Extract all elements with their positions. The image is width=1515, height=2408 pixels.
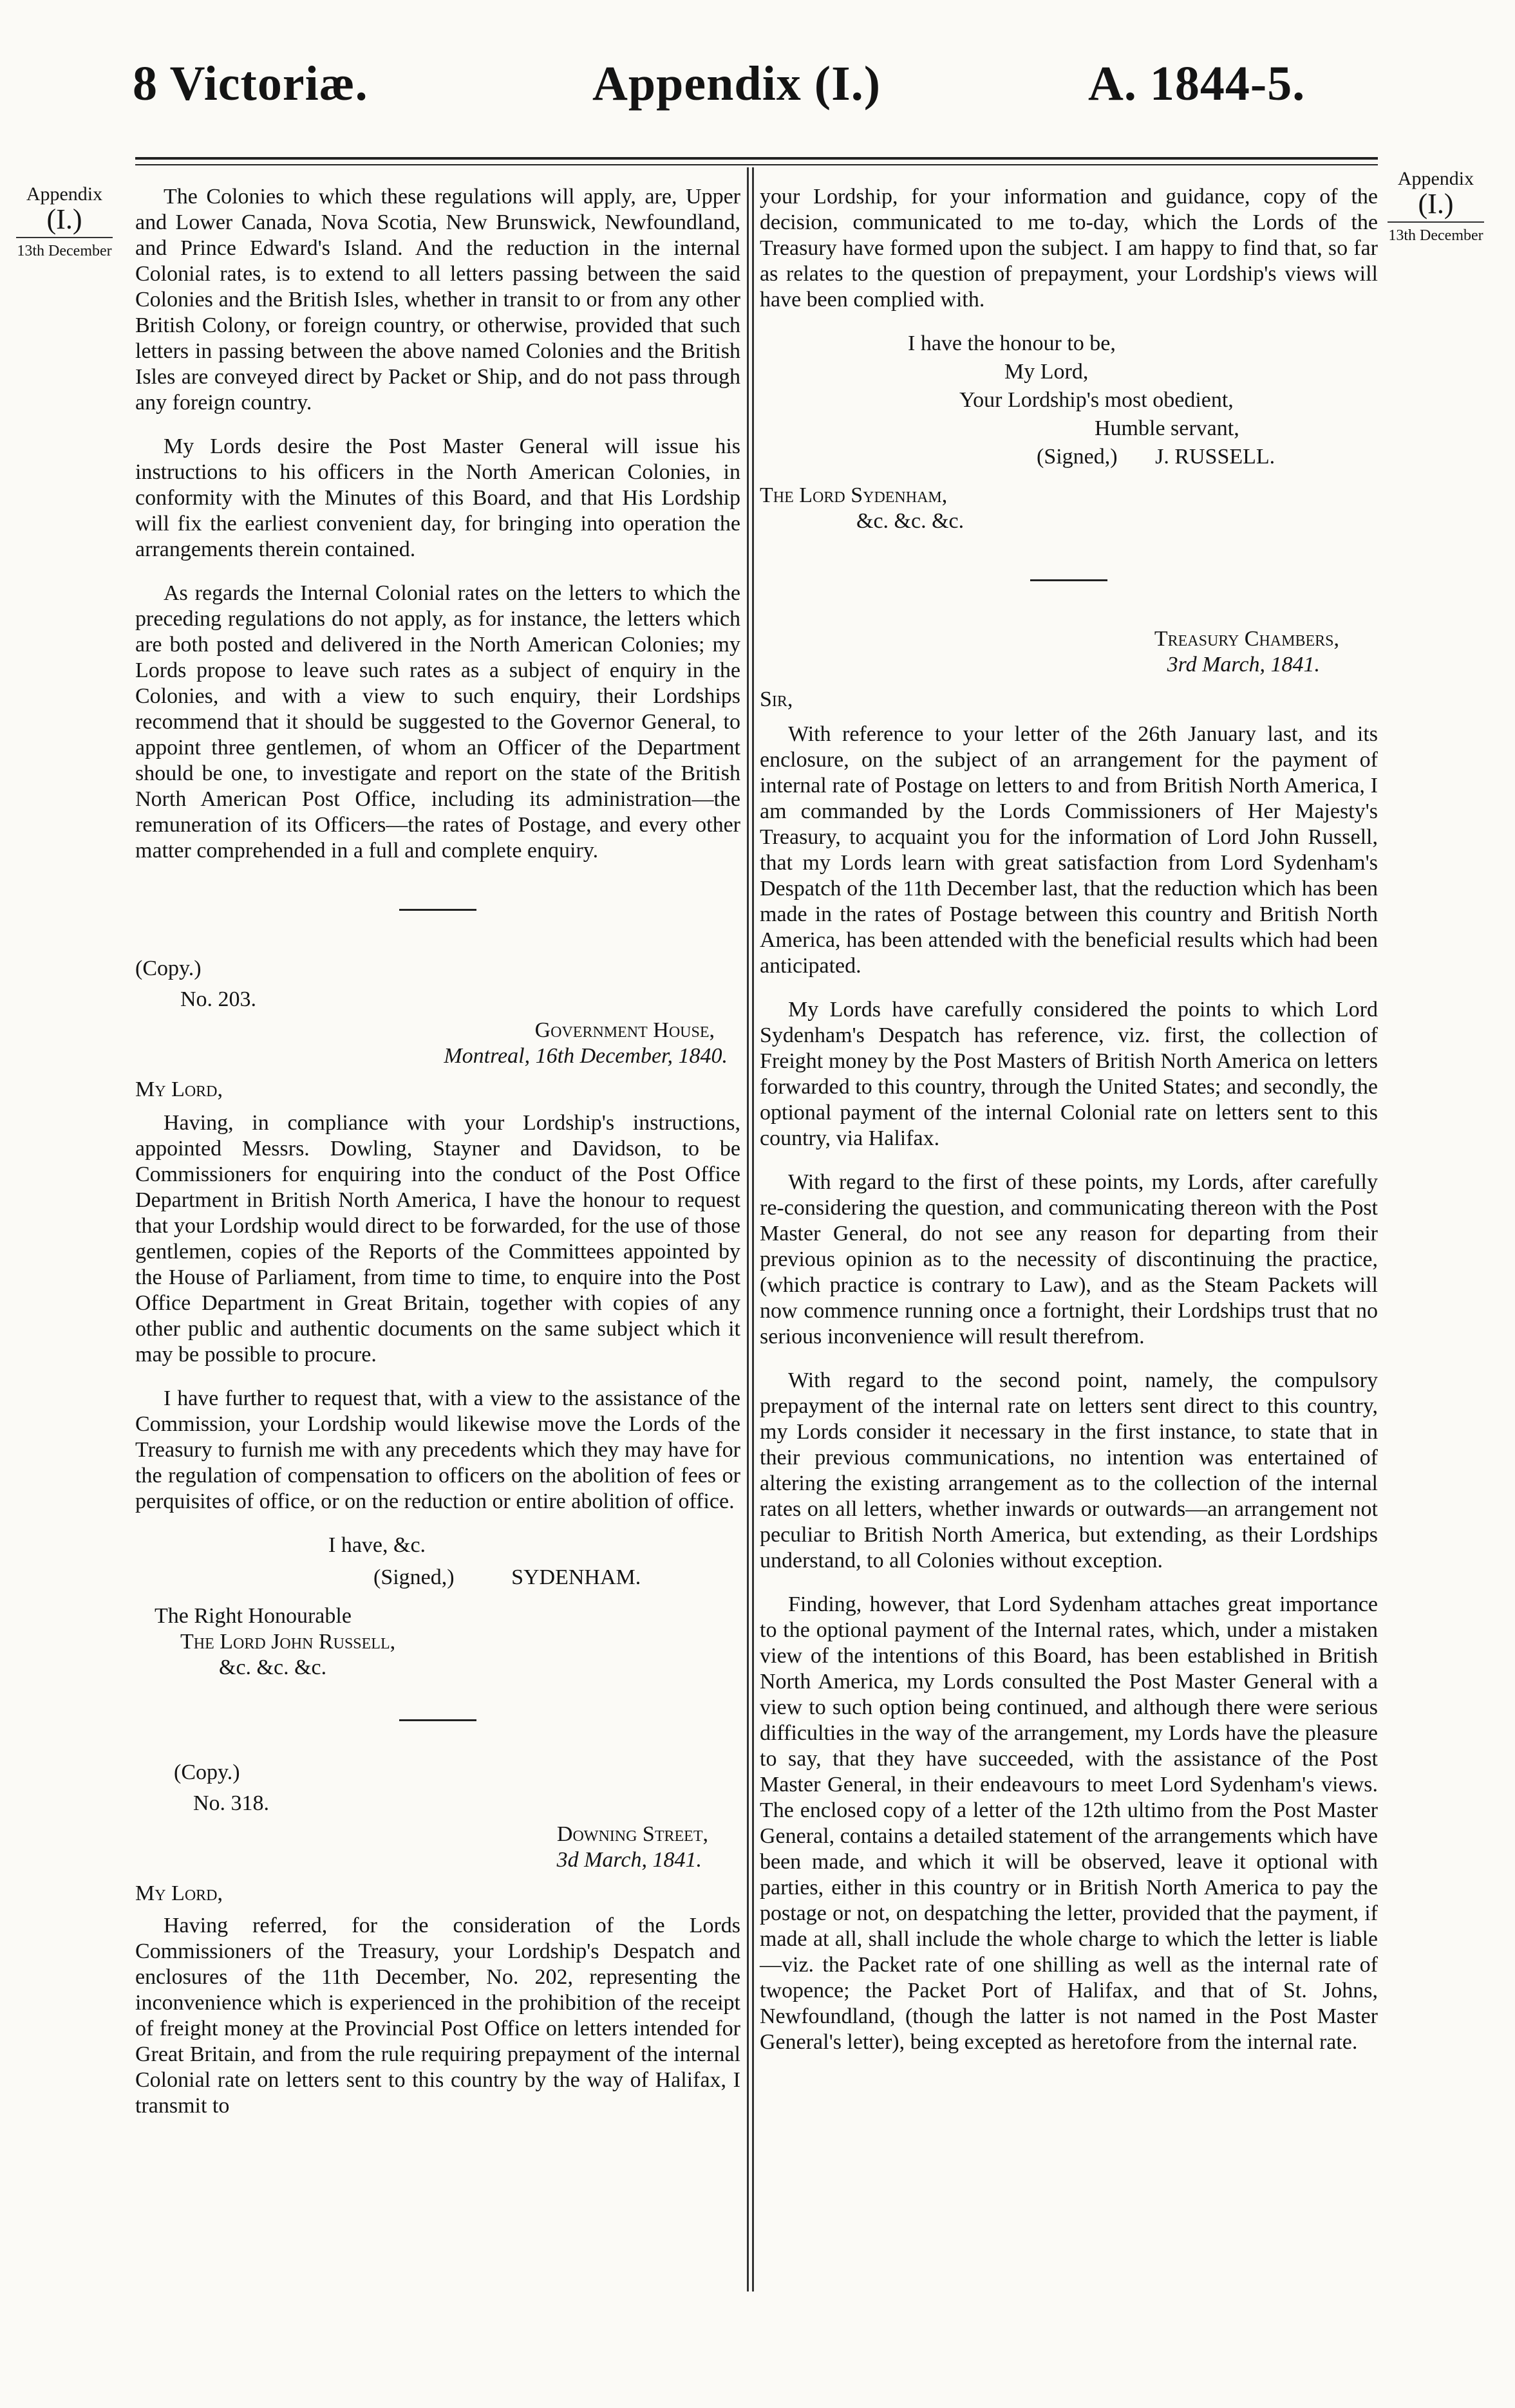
paragraph: With regard to the first of these points, my Lords, after carefully re-considering the question, and communicating thereon with the Post Master General, do not see any reason for departing from their previous opinion as to the necessity of discontinuing the practice, (which practice is contrary to Law), and as the Steam Packets will now commence running once a fortnight, their Lordships trust that no serious inconvenience will result therefrom. [760, 1170, 1378, 1349]
paragraph: With reference to your letter of the 26th January last, and its enclosure, on the subject of an arrangement for the payment of internal rate of Postage on letters to and from British North America, I am commanded by the Lords Commissioners of Her Majesty's Treasury, to acquaint you for the information of Lord John Russell, that my Lords learn with great satisfaction from Lord Sydenham's Despatch of the 11th December last, that the reduction which has been made in the rates of Postage between this country and British North America, has been attended with the beneficial results which had been anticipated. [760, 722, 1378, 978]
paragraph: Having referred, for the consideration of the Lords Commissioners of the Treasury, your Lordship's Despatch and enclosures of the 11th December, No. 202, representing the inconvenience which is experienced in the prohibition of the receipt of freight money at the Provincial Post Office on letters intended for Great Britain, and from the rule requiring prepayment of the internal Colonial rate on letters sent to this country by the way of Halifax, I transmit to [135, 1914, 740, 2118]
left-margin-note [6, 184, 122, 259]
salutation: My Lord, [135, 1078, 223, 1101]
right-margin-note [1371, 169, 1500, 244]
margin-appendix-number: (I.) [1418, 187, 1454, 219]
addressee-name: The Lord John Russell, [180, 1630, 396, 1654]
closing: I have the honour to be, [908, 331, 1116, 355]
signed-label: (Signed,) [1037, 445, 1118, 469]
right-column [760, 184, 1378, 2073]
copy-label: (Copy.) [135, 957, 202, 980]
letter-date: 3rd March, 1841. [1167, 653, 1320, 677]
paragraph: Having, in compliance with your Lordship's instructions, appointed Messrs. Dowling, Stayner and Davidson, to be Commissioners for enquiring into the conduct of the Post Office Department in British North America, I have the honour to request that your Lordship would direct to be forwarded, for the use of those gentlemen, copies of the Reports of the Committees appointed by the House of Parliament, from time to time, to enquire into the Post Office Department in Great Britain, together with copies of any other public and authentic documents on the same subject which it may be possible to procure. [135, 1111, 740, 1367]
copy-label: (Copy.) [174, 1760, 240, 1784]
column-divider-inner [752, 167, 754, 2291]
margin-appendix-label: Appendix [26, 183, 103, 205]
section-separator [1030, 579, 1107, 581]
margin-date: 13th December [17, 242, 112, 259]
margin-appendix-label: Appendix [1397, 168, 1474, 189]
salutation: Sir, [760, 687, 793, 711]
signature-line [135, 1565, 740, 1591]
appendix-title: Appendix (I.) [592, 57, 881, 111]
column-divider [747, 167, 749, 2291]
closing: I have, &c. [328, 1533, 426, 1557]
closing: My Lord, [1004, 360, 1089, 384]
signed-label: (Signed,) [373, 1565, 455, 1589]
letter-date: 3d March, 1841. [556, 1848, 702, 1872]
letter-place: Treasury Chambers, [1154, 627, 1339, 651]
letter-date: Montreal, 16th December, 1840. [444, 1044, 728, 1068]
closing: Your Lordship's most obedient, [959, 388, 1234, 412]
paragraph: As regards the Internal Colonial rates on the letters to which the preceding regulations do not apply, as for instance, the letters which are both posted and delivered in the North American Colonies; my Lords propose to leave such rates as a subject of enquiry in the Colonies, and with a view to such enquiry, their Lordships recommend that it should be suggested to the Governor General, to appoint three gentlemen, of whom an Officer of the Department should be one, to investigate and report on the state of the British North American Post Office, including its administration—the remuneration of its Officers—the rates of Postage, and every other matter comprehended in a full and complete enquiry. [135, 581, 740, 863]
paragraph: your Lordship, for your information and guidance, copy of the decision, communicated to me to-day, which the Lords of the Treasury have formed upon the subject. I am happy to find that, so far as relates to the question of prepayment, your Lordship's views will have been complied with. [760, 185, 1378, 312]
section-separator [399, 909, 476, 911]
despatch-number: No. 318. [193, 1791, 270, 1815]
addressee-name: The Lord Sydenham, [760, 483, 948, 507]
left-column [135, 184, 740, 2137]
letter-place: Downing Street, [556, 1822, 708, 1846]
paragraph: With regard to the second point, namely, the compulsory prepayment of the internal rate on letters sent direct to this country, my Lords consider it necessary in the first instance, to state that in their previous communications, no intention was entertained of altering the existing arrangement as to the collection of the internal rates on all letters, whether inwards or outwards—an arrangement not peculiar to British North America, but extending, as their Lordships understand, to all Colonies without exception. [760, 1368, 1378, 1573]
signature-line [760, 444, 1378, 470]
margin-appendix-number: (I.) [46, 203, 82, 235]
header-rule-thick [135, 157, 1378, 160]
year-title: A. 1844-5. [1088, 57, 1306, 111]
section-separator [399, 1719, 476, 1721]
signer-name: J. RUSSELL. [1155, 445, 1275, 469]
signer-name: SYDENHAM. [511, 1565, 641, 1589]
paragraph: My Lords desire the Post Master General will issue his instructions to his officers in the North American Colonies, in conformity with the Minutes of this Board, and that His Lordship will fix the earliest convenient day, for bringing into operation the arrangements therein contained. [135, 434, 740, 561]
header-rule-thin [135, 164, 1378, 165]
addressee-etc: &c. &c. &c. [856, 509, 965, 533]
paragraph: My Lords have carefully considered the points to which Lord Sydenham's Despatch has reference, viz. first, the collection of Freight money by the Post Masters of British North America on letters forwarded to this country, through the United States; and secondly, the optional payment of the internal Colonial rate on letters sent to this country, via Halifax. [760, 998, 1378, 1150]
letter-place: Government House, [534, 1018, 715, 1042]
addressee-etc: &c. &c. &c. [219, 1656, 327, 1679]
page-header [0, 59, 1515, 136]
margin-date: 13th December [1388, 227, 1483, 244]
paragraph: The Colonies to which these regulations will apply, are, Upper and Lower Canada, Nova Scotia, New Brunswick, Newfoundland, and Prince Edward's Island. And the reduction in the internal Colonial rates, is to extend to all letters passing between the said Colonies and the British Isles, whether in transit to or from any other British Colony, or foreign country, or otherwise, provided that such letters in passing between the above named Colonies and the British Isles are conveyed direct by Packet or Ship, and do not pass through any foreign country. [135, 185, 740, 415]
addressee-line: The Right Honourable [155, 1604, 352, 1628]
session-title: 8 Victoriæ. [133, 57, 368, 111]
despatch-number: No. 203. [180, 987, 257, 1011]
closing: Humble servant, [1095, 416, 1239, 440]
salutation: My Lord, [135, 1881, 223, 1905]
paragraph: Finding, however, that Lord Sydenham attaches great importance to the optional payment of the Internal rates, which, under a mistaken view of the intentions of this Board, has been established in British North America, my Lords consulted the Post Master General with a view to such option being continued, and although there were serious difficulties in the way of the arrangement, my Lords have the pleasure to say, that they have succeeded, with the assistance of the Post Master General, in their endeavours to meet Lord Sydenham's views. The enclosed copy of a letter of the 12th ultimo from the Post Master General, contains a detailed statement of the arrangements which have been made, and which it will be observed, leave it optional with parties, either in this country or in British North America to pay the postage or not, on despatching the letter, provided that the payment, if made at all, shall include the whole charge to which the letter is liable—viz. the Packet rate of one shilling as well as the internal rate of twopence; the Packet Port of Halifax, and that of St. Johns, Newfoundland, (though the latter is not named in the Post Master General's letter), being excepted as heretofore from the internal rate. [760, 1592, 1378, 2054]
paragraph: I have further to request that, with a view to the assistance of the Commission, your Lordship would likewise move the Lords of the Treasury to furnish me with any precedents which they may have for the regulation of compensation to officers on the abolition of fees or perquisites of office, or on the reduction or entire abolition of office. [135, 1386, 740, 1513]
